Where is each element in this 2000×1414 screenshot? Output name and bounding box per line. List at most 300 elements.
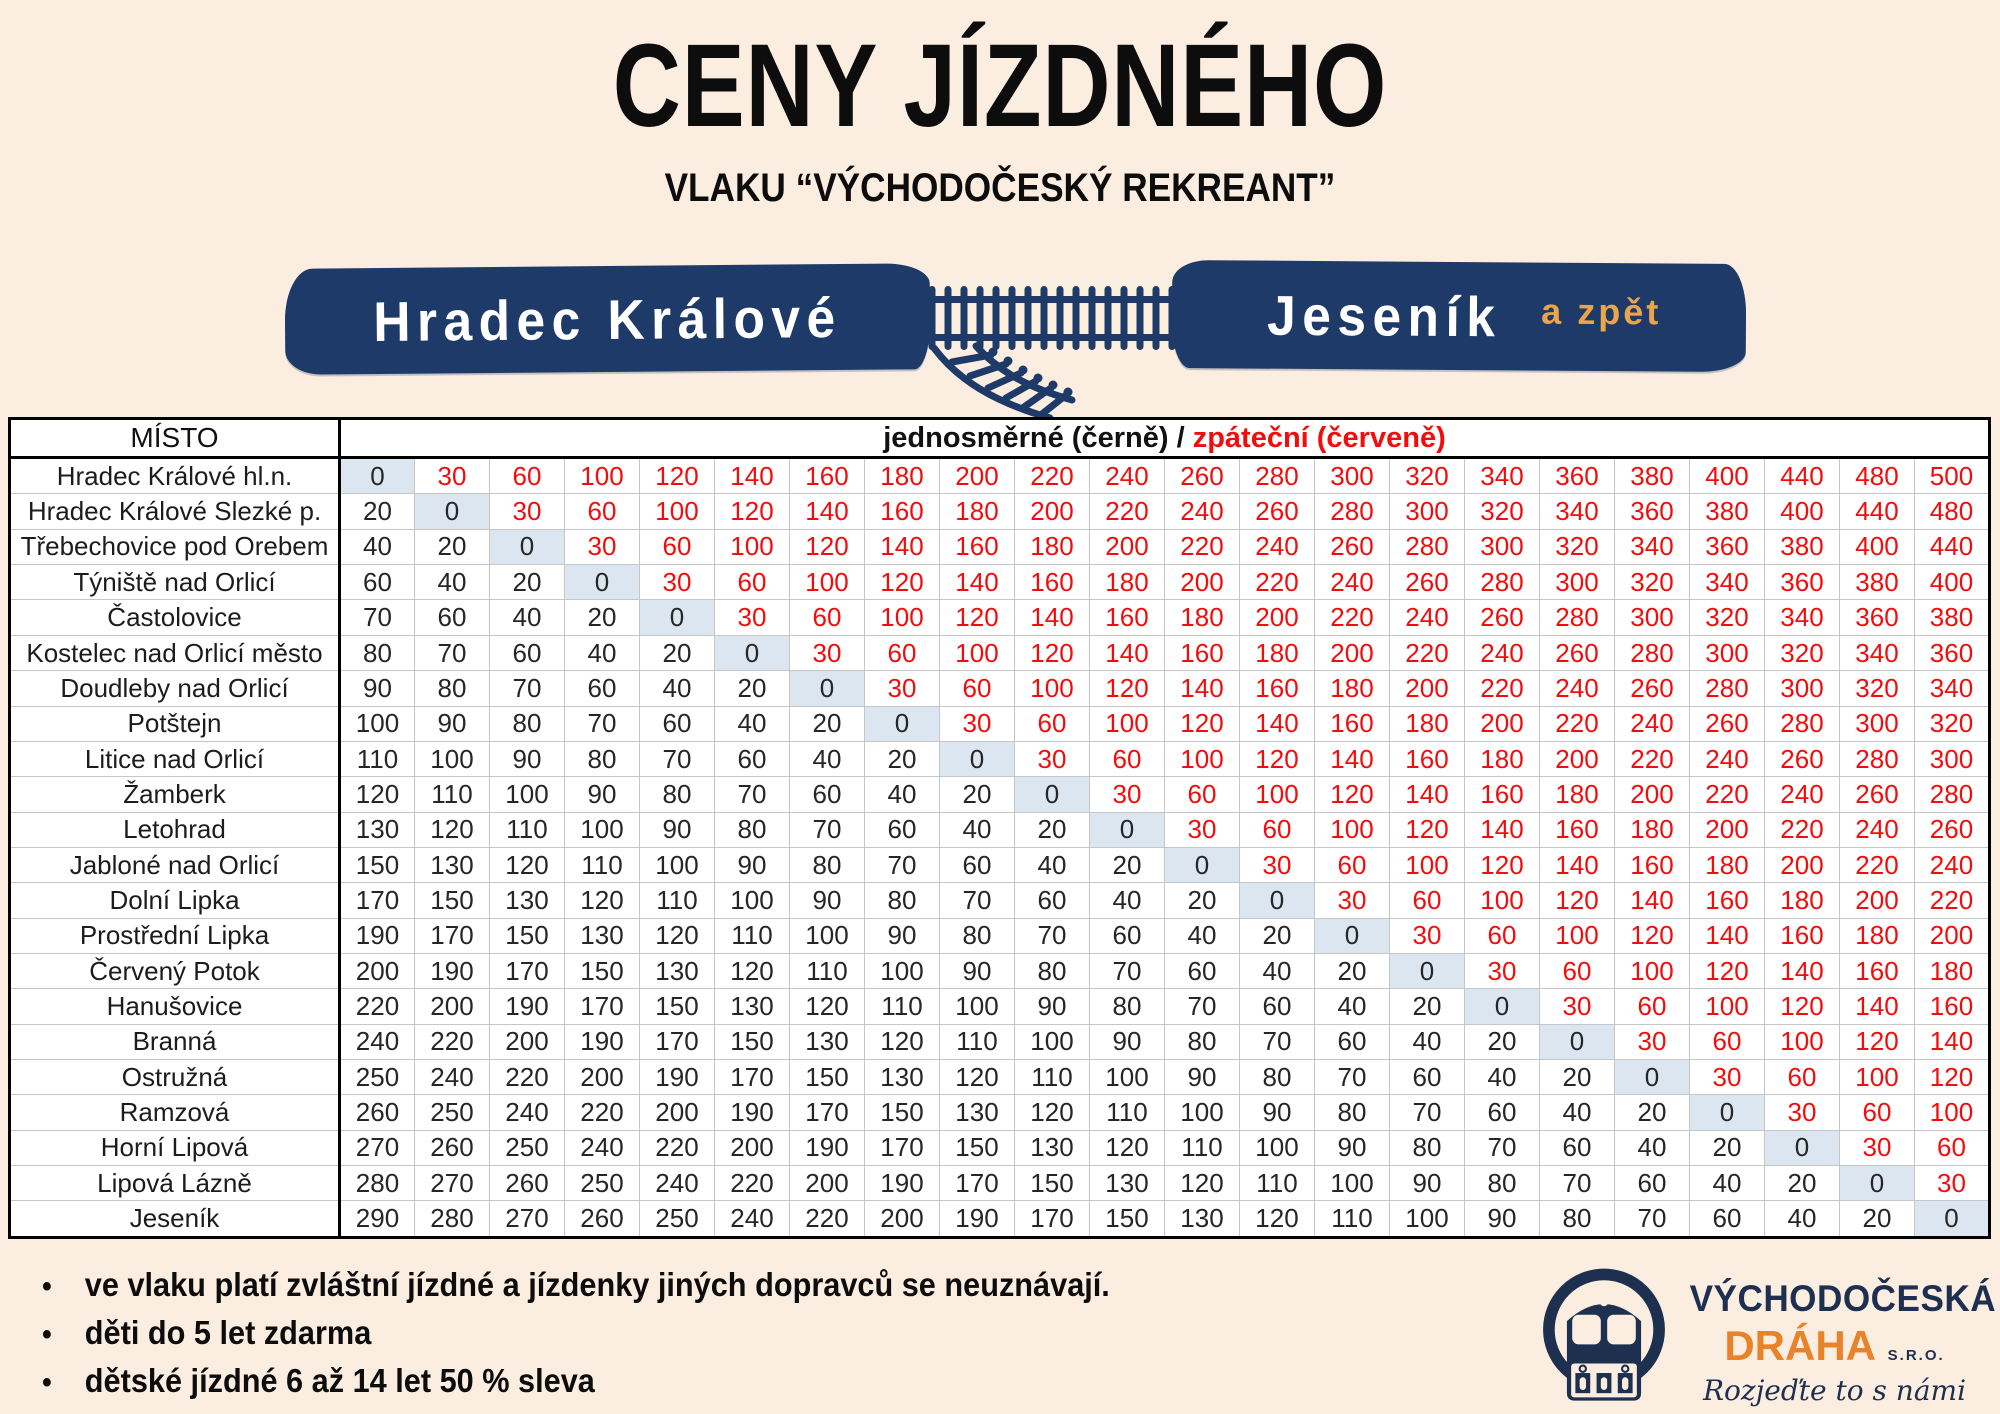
fare-cell-return: 120 (1915, 1059, 1990, 1094)
fare-cell-return: 200 (1765, 847, 1840, 882)
fare-cell-diagonal: 0 (1390, 953, 1465, 988)
fare-cell-oneway: 260 (340, 1095, 415, 1130)
fare-cell-oneway: 70 (1090, 953, 1165, 988)
fare-cell-oneway: 60 (1390, 1059, 1465, 1094)
table-row (10, 1165, 1990, 1200)
fare-cell-oneway: 240 (490, 1095, 565, 1130)
fare-cell-return: 30 (1690, 1059, 1765, 1094)
fare-cell-oneway: 100 (640, 847, 715, 882)
fare-cell-return: 500 (1915, 458, 1990, 494)
fare-cell-return: 260 (1540, 635, 1615, 670)
fare-cell-oneway: 20 (1315, 953, 1390, 988)
fare-cell-return: 60 (1315, 847, 1390, 882)
fare-cell-return: 300 (1540, 565, 1615, 600)
fare-cell-return: 240 (1840, 812, 1915, 847)
fare-cell-return: 60 (1765, 1059, 1840, 1094)
fare-cell-oneway: 130 (415, 847, 490, 882)
fare-cell-oneway: 20 (1840, 1201, 1915, 1238)
fare-cell-oneway: 70 (940, 883, 1015, 918)
fare-cell-oneway: 80 (1240, 1059, 1315, 1094)
fare-legend-return: zpáteční (červeně) (1192, 421, 1446, 454)
fare-cell-return: 200 (1615, 777, 1690, 812)
fare-cell-oneway: 150 (1015, 1165, 1090, 1200)
fare-cell-oneway: 270 (490, 1201, 565, 1238)
fare-cell-return: 120 (940, 600, 1015, 635)
place-column-header: MÍSTO (10, 419, 340, 458)
fare-cell-oneway: 60 (1540, 1130, 1615, 1165)
fare-cell-return: 160 (1840, 953, 1915, 988)
fare-cell-return: 140 (1090, 635, 1165, 670)
fare-cell-return: 60 (640, 529, 715, 564)
fare-cell-oneway: 60 (1165, 953, 1240, 988)
fare-cell-return: 340 (1465, 458, 1540, 494)
fare-cell-diagonal: 0 (1915, 1201, 1990, 1238)
fare-cell-oneway: 100 (1240, 1130, 1315, 1165)
fare-cell-oneway: 60 (1240, 989, 1315, 1024)
fare-cell-return: 340 (1915, 671, 1990, 706)
fare-cell-return: 120 (1840, 1024, 1915, 1059)
fare-cell-return: 240 (1465, 635, 1540, 670)
fare-cell-oneway: 130 (1165, 1201, 1240, 1238)
fare-cell-return: 140 (940, 565, 1015, 600)
fare-cell-return: 380 (1915, 600, 1990, 635)
fare-cell-oneway: 130 (565, 918, 640, 953)
table-row (10, 1130, 1990, 1165)
fare-cell-return: 30 (1390, 918, 1465, 953)
fare-cell-return: 220 (1390, 635, 1465, 670)
fare-cell-oneway: 120 (640, 918, 715, 953)
fare-cell-oneway: 170 (790, 1095, 865, 1130)
fare-cell-return: 160 (1315, 706, 1390, 741)
fare-cell-return: 200 (1090, 529, 1165, 564)
fare-cell-oneway: 290 (340, 1201, 415, 1238)
fare-cell-return: 100 (1015, 671, 1090, 706)
train-logo-icon (1538, 1266, 1670, 1408)
fare-cell-return: 300 (1690, 635, 1765, 670)
fare-cell-oneway: 240 (565, 1130, 640, 1165)
fare-cell-return: 140 (865, 529, 940, 564)
fare-cell-oneway: 20 (1465, 1024, 1540, 1059)
fare-cell-oneway: 240 (640, 1165, 715, 1200)
fare-cell-return: 360 (1840, 600, 1915, 635)
fare-cell-oneway: 60 (940, 847, 1015, 882)
fare-cell-oneway: 20 (790, 706, 865, 741)
fare-cell-return: 60 (1915, 1130, 1990, 1165)
bullet-icon: • (42, 1318, 52, 1351)
fare-cell-oneway: 80 (1165, 1024, 1240, 1059)
fare-cell-return: 200 (1915, 918, 1990, 953)
station-name: Třebechovice pod Orebem (10, 529, 340, 564)
station-name: Hradec Králové Slezké p. (10, 494, 340, 529)
fare-cell-oneway: 20 (865, 741, 940, 776)
fare-cell-oneway: 60 (790, 777, 865, 812)
fare-cell-return: 30 (415, 458, 490, 494)
fare-cell-return: 300 (1390, 494, 1465, 529)
fare-cell-return: 260 (1690, 706, 1765, 741)
fare-cell-return: 220 (1765, 812, 1840, 847)
fare-cell-oneway: 100 (715, 883, 790, 918)
fare-cell-diagonal: 0 (715, 635, 790, 670)
fare-cell-return: 30 (790, 635, 865, 670)
fare-cell-return: 140 (1465, 812, 1540, 847)
fare-cell-return: 160 (1390, 741, 1465, 776)
fare-cell-return: 60 (1540, 953, 1615, 988)
fare-cell-oneway: 130 (340, 812, 415, 847)
fare-cell-oneway: 170 (865, 1130, 940, 1165)
fare-cell-diagonal: 0 (1165, 847, 1240, 882)
fare-cell-return: 260 (1165, 458, 1240, 494)
fare-cell-return: 120 (1090, 671, 1165, 706)
table-row (10, 600, 1990, 635)
station-name: Doudleby nad Orlicí (10, 671, 340, 706)
fare-cell-return: 380 (1690, 494, 1765, 529)
fare-cell-return: 100 (640, 494, 715, 529)
fare-cell-return: 220 (1165, 529, 1240, 564)
railway-track-icon (900, 250, 1190, 425)
note-text: děti do 5 let zdarma (84, 1314, 372, 1351)
fare-cell-return: 320 (1915, 706, 1990, 741)
fare-cell-return: 300 (1465, 529, 1540, 564)
fare-cell-return: 280 (1915, 777, 1990, 812)
fare-cell-oneway: 220 (790, 1201, 865, 1238)
fare-cell-return: 200 (1015, 494, 1090, 529)
fare-cell-oneway: 120 (1165, 1165, 1240, 1200)
fare-cell-return: 180 (940, 494, 1015, 529)
fare-cell-return: 220 (1915, 883, 1990, 918)
station-name: Červený Potok (10, 953, 340, 988)
fare-cell-oneway: 40 (790, 741, 865, 776)
fare-cell-return: 280 (1840, 741, 1915, 776)
note-item (42, 1310, 1391, 1358)
fare-cell-return: 220 (1465, 671, 1540, 706)
fare-cell-return: 300 (1765, 671, 1840, 706)
destination-banner (1172, 260, 1747, 372)
fare-cell-oneway: 110 (715, 918, 790, 953)
fare-cell-oneway: 110 (940, 1024, 1015, 1059)
fare-cell-oneway: 20 (565, 600, 640, 635)
station-name: Branná (10, 1024, 340, 1059)
fare-cell-oneway: 40 (1465, 1059, 1540, 1094)
table-row (10, 1059, 1990, 1094)
fare-cell-return: 140 (1315, 741, 1390, 776)
fare-cell-oneway: 20 (1540, 1059, 1615, 1094)
table-row (10, 635, 1990, 670)
fare-cell-oneway: 220 (415, 1024, 490, 1059)
fare-cell-oneway: 110 (1240, 1165, 1315, 1200)
fare-cell-return: 380 (1840, 565, 1915, 600)
fare-cell-return: 180 (1615, 812, 1690, 847)
fare-cell-oneway: 250 (340, 1059, 415, 1094)
fare-cell-diagonal: 0 (415, 494, 490, 529)
fare-cell-return: 100 (1240, 777, 1315, 812)
station-name: Litice nad Orlicí (10, 741, 340, 776)
fare-cell-diagonal: 0 (1015, 777, 1090, 812)
station-name: Kostelec nad Orlicí město (10, 635, 340, 670)
fare-cell-oneway: 150 (1090, 1201, 1165, 1238)
fare-cell-oneway: 60 (1465, 1095, 1540, 1130)
fare-cell-return: 120 (1315, 777, 1390, 812)
fare-cell-return: 160 (940, 529, 1015, 564)
table-row (10, 812, 1990, 847)
logo-company-name: VÝCHODOČESKÁ (1689, 1278, 1997, 1319)
fare-cell-return: 160 (1240, 671, 1315, 706)
fare-cell-oneway: 90 (715, 847, 790, 882)
fare-cell-oneway: 90 (640, 812, 715, 847)
fare-cell-return: 120 (790, 529, 865, 564)
fare-cell-oneway: 260 (415, 1130, 490, 1165)
table-row (10, 458, 1990, 494)
fare-cell-return: 60 (715, 565, 790, 600)
fare-cell-oneway: 100 (1165, 1095, 1240, 1130)
table-row (10, 883, 1990, 918)
fare-cell-oneway: 20 (1765, 1165, 1840, 1200)
fare-cell-oneway: 250 (415, 1095, 490, 1130)
fare-cell-oneway: 40 (1165, 918, 1240, 953)
fare-cell-return: 440 (1840, 494, 1915, 529)
fare-cell-return: 400 (1690, 458, 1765, 494)
station-name: Letohrad (10, 812, 340, 847)
fare-cell-return: 260 (1615, 671, 1690, 706)
note-item (42, 1358, 1391, 1406)
fare-cell-oneway: 40 (1690, 1165, 1765, 1200)
fare-cell-return: 140 (1015, 600, 1090, 635)
fare-cell-diagonal: 0 (1615, 1059, 1690, 1094)
station-name: Žamberk (10, 777, 340, 812)
table-row (10, 1024, 1990, 1059)
fare-cell-return: 100 (1165, 741, 1240, 776)
fare-cell-diagonal: 0 (1090, 812, 1165, 847)
fare-cell-return: 140 (1615, 883, 1690, 918)
fare-cell-oneway: 170 (490, 953, 565, 988)
fare-cell-oneway: 80 (1315, 1095, 1390, 1130)
fare-cell-oneway: 120 (715, 953, 790, 988)
fare-cell-return: 340 (1540, 494, 1615, 529)
fare-cell-oneway: 100 (1015, 1024, 1090, 1059)
fare-cell-oneway: 20 (940, 777, 1015, 812)
fare-cell-oneway: 90 (940, 953, 1015, 988)
fare-cell-oneway: 280 (415, 1201, 490, 1238)
fare-cell-oneway: 70 (565, 706, 640, 741)
fare-cell-return: 30 (1915, 1165, 1990, 1200)
fare-cell-oneway: 80 (640, 777, 715, 812)
fare-cell-oneway: 170 (415, 918, 490, 953)
fare-cell-return: 360 (1540, 458, 1615, 494)
fare-cell-return: 30 (490, 494, 565, 529)
fare-cell-oneway: 120 (340, 777, 415, 812)
fare-cell-oneway: 240 (340, 1024, 415, 1059)
fare-cell-oneway: 80 (565, 741, 640, 776)
fare-cell-oneway: 200 (490, 1024, 565, 1059)
fare-cell-oneway: 110 (340, 741, 415, 776)
fare-cell-return: 120 (1465, 847, 1540, 882)
fare-cell-return: 240 (1090, 458, 1165, 494)
fare-cell-oneway: 90 (1390, 1165, 1465, 1200)
fare-cell-oneway: 220 (640, 1130, 715, 1165)
fare-cell-oneway: 20 (1690, 1130, 1765, 1165)
station-name: Jabloné nad Orlicí (10, 847, 340, 882)
fare-cell-return: 140 (1240, 706, 1315, 741)
fare-cell-return: 240 (1765, 777, 1840, 812)
origin-banner (285, 263, 931, 375)
fare-cell-oneway: 20 (1615, 1095, 1690, 1130)
logo-tagline: Rozjeďte to s námi (1702, 1374, 1967, 1407)
fare-cell-oneway: 80 (1015, 953, 1090, 988)
fare-cell-oneway: 250 (490, 1130, 565, 1165)
fare-cell-oneway: 70 (340, 600, 415, 635)
fare-cell-diagonal: 0 (565, 565, 640, 600)
fare-cell-return: 320 (1540, 529, 1615, 564)
fare-cell-oneway: 90 (1165, 1059, 1240, 1094)
fare-cell-return: 320 (1615, 565, 1690, 600)
fare-cell-oneway: 80 (715, 812, 790, 847)
fare-cell-return: 300 (1315, 458, 1390, 494)
fare-cell-return: 140 (1165, 671, 1240, 706)
fare-cell-oneway: 70 (1240, 1024, 1315, 1059)
fare-cell-return: 360 (1615, 494, 1690, 529)
fare-cell-return: 100 (1915, 1095, 1990, 1130)
fare-cell-return: 280 (1240, 458, 1315, 494)
station-name: Dolní Lipka (10, 883, 340, 918)
fare-cell-oneway: 100 (565, 812, 640, 847)
fare-cell-oneway: 60 (490, 635, 565, 670)
fare-cell-return: 30 (1465, 953, 1540, 988)
fare-cell-oneway: 70 (1165, 989, 1240, 1024)
fare-cell-return: 100 (1090, 706, 1165, 741)
fare-cell-return: 320 (1840, 671, 1915, 706)
fare-cell-oneway: 60 (865, 812, 940, 847)
fare-cell-oneway: 100 (865, 953, 940, 988)
fare-cell-oneway: 200 (865, 1201, 940, 1238)
fare-cell-oneway: 100 (790, 918, 865, 953)
logo-sro-suffix: S.R.O. (1887, 1347, 1945, 1364)
fare-cell-return: 280 (1615, 635, 1690, 670)
page-subtitle: VLAKU “VÝCHODOČESKÝ REKREANT” (664, 166, 1336, 210)
fare-cell-diagonal: 0 (640, 600, 715, 635)
station-name: Ramzová (10, 1095, 340, 1130)
fare-cell-return: 180 (1765, 883, 1840, 918)
fare-cell-return: 120 (1015, 635, 1090, 670)
fare-cell-oneway: 40 (490, 600, 565, 635)
fare-cell-oneway: 110 (565, 847, 640, 882)
fare-cell-return: 240 (1915, 847, 1990, 882)
fare-cell-oneway: 20 (415, 529, 490, 564)
fare-cell-oneway: 150 (640, 989, 715, 1024)
fare-cell-return: 360 (1690, 529, 1765, 564)
fare-cell-oneway: 110 (1015, 1059, 1090, 1094)
fare-cell-return: 30 (1090, 777, 1165, 812)
fare-cell-oneway: 90 (1090, 1024, 1165, 1059)
notes-list (42, 1262, 1391, 1406)
fare-cell-oneway: 100 (415, 741, 490, 776)
fare-cell-oneway: 90 (340, 671, 415, 706)
fare-cell-return: 180 (1690, 847, 1765, 882)
fare-cell-oneway: 70 (1615, 1201, 1690, 1238)
fare-cell-return: 140 (790, 494, 865, 529)
station-name: Lipová Lázně (10, 1165, 340, 1200)
fare-cell-oneway: 80 (1390, 1130, 1465, 1165)
fare-cell-oneway: 200 (790, 1165, 865, 1200)
fare-cell-return: 60 (1465, 918, 1540, 953)
fare-cell-oneway: 20 (490, 565, 565, 600)
fare-cell-oneway: 170 (340, 883, 415, 918)
fare-cell-oneway: 90 (1015, 989, 1090, 1024)
fare-cell-oneway: 190 (865, 1165, 940, 1200)
station-name: Častolovice (10, 600, 340, 635)
fare-cell-return: 280 (1315, 494, 1390, 529)
fare-cell-return: 320 (1690, 600, 1765, 635)
fare-cell-return: 220 (1015, 458, 1090, 494)
destination-city-label: Jeseník (1266, 283, 1502, 348)
fare-cell-return: 100 (1765, 1024, 1840, 1059)
fare-cell-oneway: 40 (1015, 847, 1090, 882)
note-text: ve vlaku platí zvláštní jízdné a jízdenky jiných dopravců se neuznávají. (84, 1266, 1110, 1303)
fare-cell-oneway: 70 (640, 741, 715, 776)
fare-cell-oneway: 20 (340, 494, 415, 529)
fare-cell-oneway: 80 (490, 706, 565, 741)
fare-cell-oneway: 150 (490, 918, 565, 953)
fare-cell-return: 120 (1390, 812, 1465, 847)
fare-cell-return: 260 (1390, 565, 1465, 600)
fare-cell-return: 120 (865, 565, 940, 600)
table-row (10, 741, 1990, 776)
fare-cell-oneway: 40 (1090, 883, 1165, 918)
fare-cell-return: 340 (1615, 529, 1690, 564)
bullet-icon: • (42, 1366, 52, 1399)
fare-cell-return: 60 (1240, 812, 1315, 847)
fare-cell-oneway: 130 (790, 1024, 865, 1059)
fare-cell-return: 300 (1915, 741, 1990, 776)
fare-cell-diagonal: 0 (790, 671, 865, 706)
fare-cell-oneway: 100 (1090, 1059, 1165, 1094)
fare-cell-return: 280 (1690, 671, 1765, 706)
fare-cell-return: 30 (1015, 741, 1090, 776)
fare-cell-oneway: 120 (865, 1024, 940, 1059)
fare-cell-return: 160 (1690, 883, 1765, 918)
fare-cell-oneway: 60 (1690, 1201, 1765, 1238)
fare-cell-return: 260 (1915, 812, 1990, 847)
fare-cell-oneway: 200 (640, 1095, 715, 1130)
table-row (10, 989, 1990, 1024)
fare-cell-oneway: 120 (490, 847, 565, 882)
fare-cell-return: 120 (715, 494, 790, 529)
fare-cell-oneway: 40 (1615, 1130, 1690, 1165)
fare-cell-oneway: 40 (1240, 953, 1315, 988)
fare-cell-oneway: 130 (490, 883, 565, 918)
fare-cell-return: 360 (1915, 635, 1990, 670)
fare-cell-return: 60 (1390, 883, 1465, 918)
fare-cell-oneway: 60 (1015, 883, 1090, 918)
station-name: Prostřední Lipka (10, 918, 340, 953)
fare-cell-return: 60 (865, 635, 940, 670)
return-label: a zpět (1541, 290, 1662, 333)
fare-cell-return: 180 (1015, 529, 1090, 564)
fare-cell-diagonal: 0 (1465, 989, 1540, 1024)
fare-cell-return: 100 (1840, 1059, 1915, 1094)
table-row (10, 847, 1990, 882)
fare-cell-diagonal: 0 (1690, 1095, 1765, 1130)
fare-cell-return: 340 (1765, 600, 1840, 635)
fare-cell-diagonal: 0 (340, 458, 415, 494)
fare-cell-diagonal: 0 (1240, 883, 1315, 918)
fare-cell-return: 160 (1540, 812, 1615, 847)
fare-cell-oneway: 110 (415, 777, 490, 812)
fare-cell-return: 340 (1840, 635, 1915, 670)
fare-cell-oneway: 80 (790, 847, 865, 882)
fare-cell-return: 240 (1315, 565, 1390, 600)
fare-cell-return: 160 (790, 458, 865, 494)
fare-cell-return: 140 (1840, 989, 1915, 1024)
fare-cell-return: 160 (1465, 777, 1540, 812)
